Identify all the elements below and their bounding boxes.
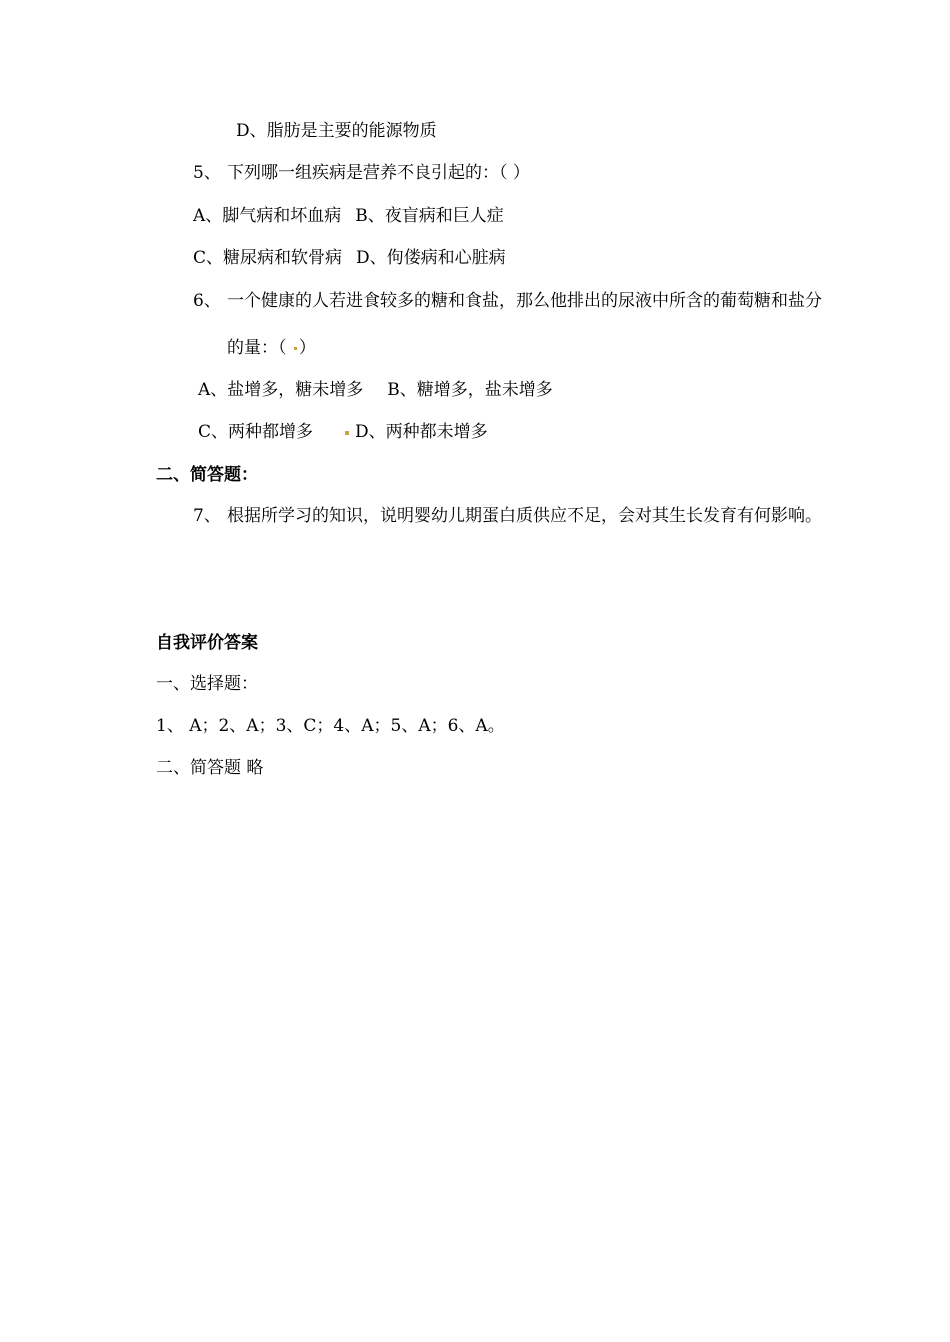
question-stem-line-2-start: 的量：（ (227, 338, 292, 358)
q4-option-d: D、脂肪是主要的能源物质 (236, 121, 437, 141)
question-number: 6、 (193, 291, 221, 311)
question-stem-line-1: 一个健康的人若进食较多的糖和食盐，那么他排出的尿液中所含的葡萄糖和盐分 (227, 291, 822, 311)
decorative-dot (345, 431, 349, 435)
answers-choice-list: 1、 A；2、A；3、C；4、A；5、A；6、A。 (156, 716, 505, 736)
question-stem: 根据所学习的知识，说明婴幼儿期蛋白质供应不足，会对其生长发育有何影响。 (227, 506, 822, 526)
q6-options-row-1 (198, 379, 553, 401)
q5-option-b: B、夜盲病和巨人症 (355, 206, 504, 226)
question-number: 7、 (193, 506, 221, 526)
q5-option-a: A、脚气病和坏血病 (193, 206, 342, 226)
q5-option-d: D、佝偻病和心脏病 (356, 248, 506, 268)
answers-section-2: 二、简答题 略 (156, 758, 264, 778)
q5-options-row-2 (193, 247, 506, 269)
q6-option-a: A、盐增多，糖未增多 (198, 380, 364, 400)
question-7 (193, 505, 822, 527)
q6-options-row-2 (198, 421, 488, 443)
answers-heading: 自我评价答案 (156, 633, 258, 653)
question-5 (193, 162, 530, 184)
question-stem-line-2-end: ） (298, 338, 316, 358)
answers-section-1: 一、选择题： (156, 674, 258, 694)
question-number: 5、 (193, 163, 221, 183)
q5-option-c: C、糖尿病和软骨病 (193, 248, 343, 268)
q6-option-c: C、两种都增多 (198, 422, 314, 442)
section-2-heading: 二、简答题： (156, 465, 258, 485)
q6-option-d: D、两种都未增多 (355, 422, 488, 442)
question-6 (193, 290, 822, 312)
question-stem: 下列哪一组疾病是营养不良引起的：（ ） (227, 163, 530, 183)
q6-option-b: B、糖增多，盐未增多 (387, 380, 553, 400)
q5-options-row-1 (193, 205, 504, 227)
answer-blank-dot (294, 347, 297, 350)
question-6-line-2 (227, 337, 316, 359)
